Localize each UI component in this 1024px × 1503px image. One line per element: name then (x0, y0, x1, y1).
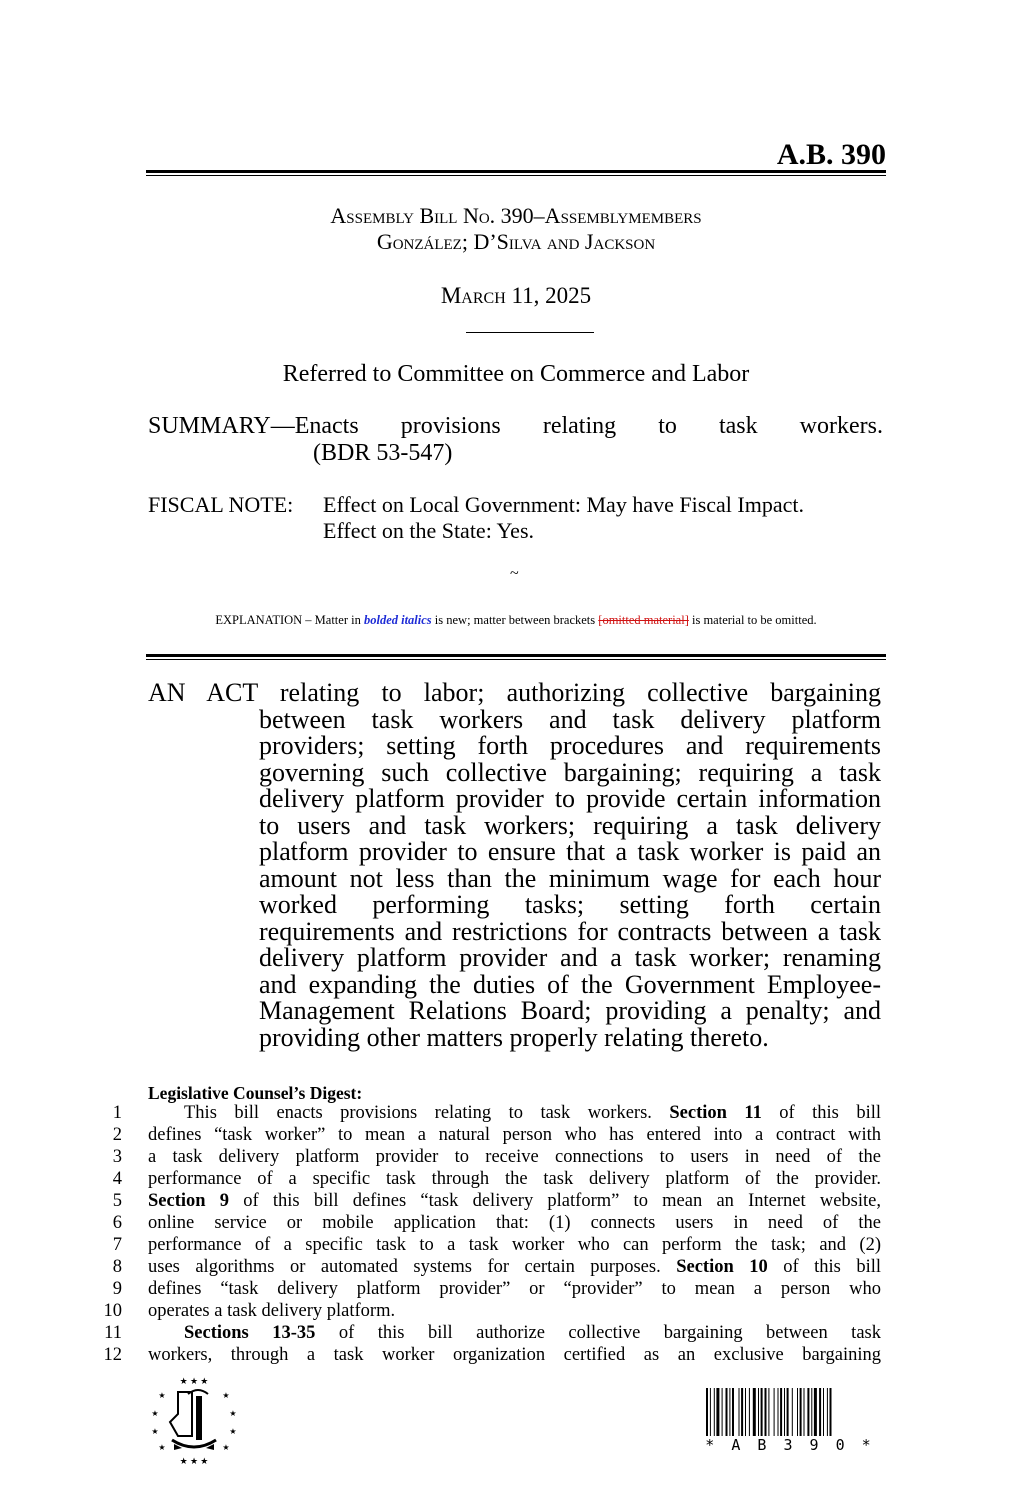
barcode-bar (800, 1388, 802, 1436)
line-number: 11 (104, 1323, 122, 1343)
barcode-bar (827, 1388, 828, 1436)
explanation (146, 613, 886, 628)
act-line: providers; setting forth procedures and requirements (259, 731, 881, 760)
fiscal-local: Effect on Local Government: May have Fiscal Impact. (323, 492, 804, 517)
digest-text: online service or mobile application that: (1) connects users in need of the (148, 1213, 881, 1233)
summary-word: workers. (799, 413, 883, 439)
referred-committee: Referred to Committee on Commerce and Labor (282, 361, 750, 387)
digest-line (0, 1300, 1024, 1322)
act-line: delivery platform provider and a task worker; renaming (259, 943, 881, 972)
svg-text:★: ★ (222, 1391, 230, 1400)
barcode-bar (780, 1388, 782, 1436)
summary-word: relating (542, 413, 617, 439)
svg-text:★: ★ (151, 1427, 159, 1436)
summary-word: task (718, 413, 758, 439)
digest-line (0, 1278, 1024, 1300)
barcode-bar (710, 1388, 711, 1436)
summary (148, 413, 883, 467)
summary-bdr: (BDR 53-547) (313, 440, 453, 466)
digest-text: a task delivery platform provider to receive connections to users in need of the (148, 1147, 881, 1167)
digest-line (0, 1168, 1024, 1190)
summary-line1 (148, 413, 883, 440)
barcode-bar (778, 1388, 779, 1436)
digest-line (0, 1234, 1024, 1256)
barcode-icon (706, 1388, 876, 1436)
barcode-bar (741, 1388, 743, 1436)
act-line: amount not less than the minimum wage for each hour (259, 863, 881, 893)
fiscal-state: Effect on the State: Yes. (323, 518, 535, 543)
line-number: 2 (112, 1125, 122, 1145)
line-number: 5 (112, 1191, 122, 1211)
act-line: and expanding the duties of the Government Employee- (259, 969, 881, 999)
act-line: Management Relations Board; providing a penalty; and (259, 996, 881, 1025)
digest-line (0, 1124, 1024, 1146)
act-text (148, 680, 881, 1051)
barcode-bar (722, 1388, 723, 1436)
digest-text: defines “task worker” to mean a natural person who has entered into a contract with (148, 1125, 881, 1145)
nevada-seal-icon (148, 1374, 240, 1466)
barcode-bar (749, 1388, 750, 1436)
line-number: 6 (112, 1213, 122, 1233)
barcode-bar (774, 1388, 775, 1436)
tilde-mark: ~ (510, 565, 519, 582)
explanation-middle: is new; matter between brackets (431, 613, 599, 627)
explanation-new: bolded italics (363, 613, 432, 627)
barcode-bar (761, 1388, 763, 1436)
digest-text: performance of a specific task through the task delivery platform of the provider. (148, 1169, 881, 1189)
act-line: to users and task workers; requiring a task delivery (259, 810, 881, 840)
explanation-suffix: is material to be omitted. (688, 613, 817, 627)
summary-word: provisions (400, 413, 501, 439)
svg-text:★: ★ (158, 1391, 166, 1400)
svg-text:★: ★ (229, 1409, 237, 1418)
barcode-text: * A B 3 9 0 * (705, 1436, 875, 1454)
digest-text: performance of a specific task to a task worker who can perform the task; and (2) (148, 1235, 881, 1255)
date-rule (466, 332, 594, 333)
barcode-bar (811, 1388, 812, 1436)
barcode-bar (819, 1388, 821, 1436)
bill-number: A.B. 390 (776, 138, 886, 171)
summary-word: to (658, 413, 677, 439)
svg-text:★: ★ (158, 1443, 166, 1452)
barcode-bar (732, 1388, 734, 1436)
bill-title-line1: Assembly Bill No. 390–Assemblymembers (330, 203, 702, 228)
barcode-bar (726, 1388, 728, 1436)
barcode-bar (787, 1388, 789, 1436)
act-line: AN ACT relating to labor; authorizing collective bargaining (148, 678, 881, 707)
barcode-bar (745, 1388, 746, 1436)
line-number: 7 (112, 1235, 122, 1255)
barcode-bar (739, 1388, 740, 1436)
barcode-bar (758, 1388, 759, 1436)
barcode-bar (804, 1388, 805, 1436)
digest-heading: Legislative Counsel’s Digest: (148, 1083, 363, 1103)
digest-line (0, 1102, 1024, 1124)
digest-text: This bill enacts provisions relating to task workers. Section 11 of this bill (184, 1103, 881, 1123)
act-line: requirements and restrictions for contracts between a task (259, 916, 881, 946)
digest-text: uses algorithms or automated systems for certain purposes. Section 10 of this bill (148, 1257, 882, 1277)
barcode-bar (814, 1388, 817, 1436)
barcode-bar (768, 1388, 769, 1436)
bill-title-line2: González; D’Silva and Jackson (376, 229, 656, 254)
act-line: governing such collective bargaining; requiring a task (259, 757, 881, 787)
barcode-bar (714, 1388, 715, 1436)
barcode-bar (729, 1388, 730, 1436)
line-number: 1 (112, 1103, 122, 1123)
digest-text: workers, through a task worker organization certified as an exclusive bargaining (148, 1345, 881, 1365)
act-line: between task workers and task delivery platform (259, 704, 881, 734)
barcode-bar (765, 1388, 767, 1436)
svg-text:★: ★ (151, 1409, 159, 1418)
line-number: 8 (112, 1257, 122, 1277)
digest-line (0, 1344, 1024, 1366)
line-number: 3 (112, 1147, 122, 1167)
line-number: 12 (103, 1345, 122, 1365)
barcode-bar (784, 1388, 785, 1436)
barcode-bar (716, 1388, 719, 1436)
fiscal-label: FISCAL NOTE: (148, 492, 294, 517)
digest-line (0, 1190, 1024, 1212)
line-number: 9 (112, 1279, 122, 1299)
act-line: platform provider to ensure that a task worker is paid an (259, 837, 881, 866)
bill-date: March 11, 2025 (440, 283, 592, 308)
barcode-bar (823, 1388, 824, 1436)
barcode-bar (753, 1388, 756, 1436)
fiscal-note (148, 492, 804, 544)
header-rule (146, 170, 886, 176)
digest-text: Section 9 of this bill defines “task delivery platform” to mean an Internet website, (148, 1191, 881, 1211)
svg-text:★: ★ (229, 1427, 237, 1436)
digest-line (0, 1256, 1024, 1278)
digest-line (0, 1322, 1024, 1344)
svg-text:★: ★ (222, 1443, 230, 1452)
summary-word: SUMMARY—Enacts (148, 413, 359, 439)
digest-line (0, 1212, 1024, 1234)
line-number: 4 (112, 1169, 122, 1189)
digest-line (0, 1146, 1024, 1168)
barcode-bar (792, 1388, 793, 1436)
digest-text: operates a task delivery platform. (148, 1301, 396, 1321)
svg-text:★ ★ ★: ★ ★ ★ (179, 1456, 209, 1466)
explanation-omitted: [omitted material] (598, 613, 689, 627)
svg-text:★ ★ ★: ★ ★ ★ (179, 1376, 209, 1386)
digest-text: Sections 13-35 of this bill authorize collective bargaining between task (184, 1323, 881, 1343)
section-rule (146, 654, 886, 660)
digest-text: defines “task delivery platform provider” or “provider” to mean a person who (148, 1279, 881, 1299)
act-line: worked performing tasks; setting forth certain (259, 890, 881, 919)
barcode-bar (830, 1388, 832, 1436)
barcode-bar (706, 1388, 708, 1436)
explanation-prefix: EXPLANATION – Matter in (215, 613, 364, 627)
line-number: 10 (103, 1301, 122, 1321)
act-line: providing other matters properly relating thereto. (259, 1022, 769, 1052)
barcode-bar (807, 1388, 809, 1436)
act-line: delivery platform provider to provide certain information (259, 784, 881, 813)
barcode-bar (797, 1388, 798, 1436)
